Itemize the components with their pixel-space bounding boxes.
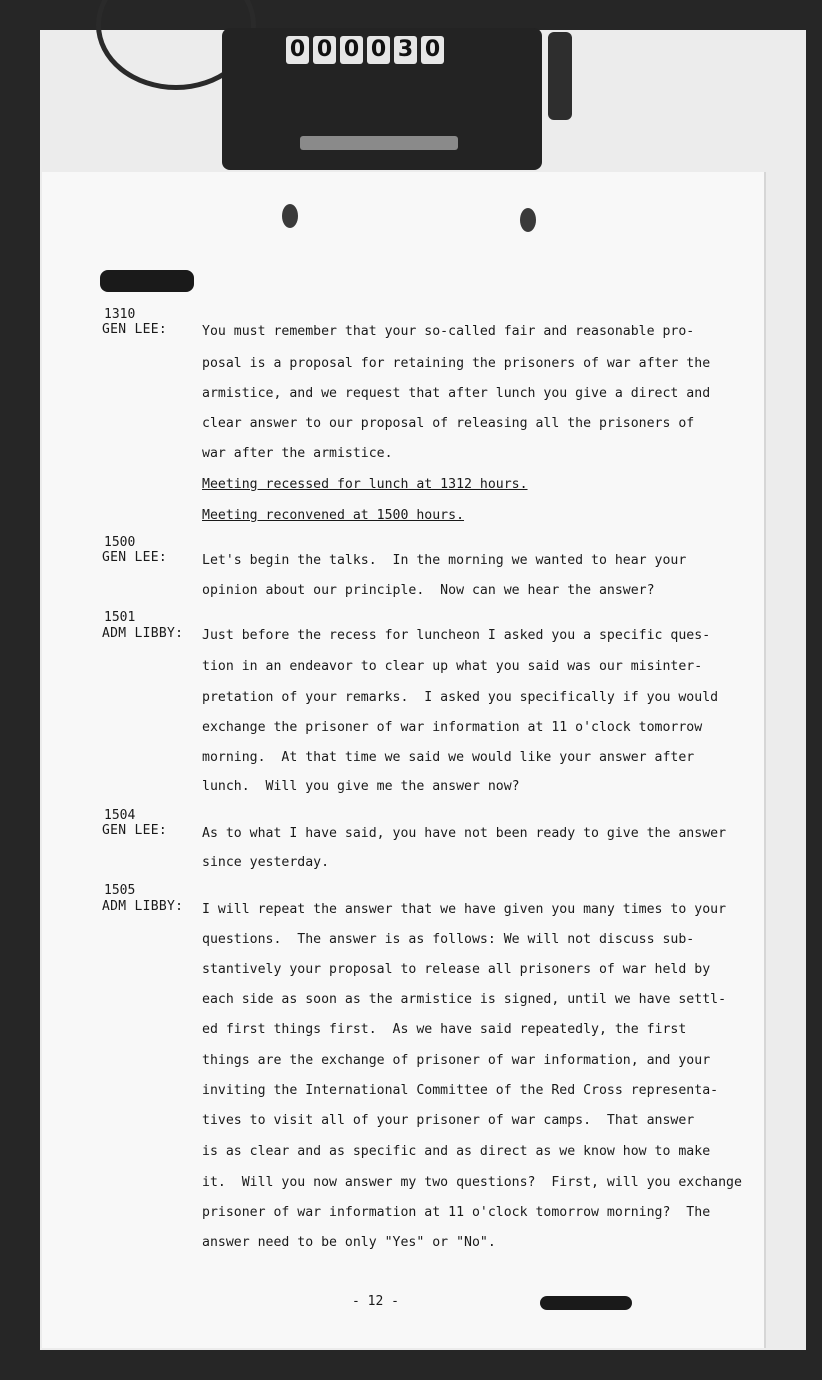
transcript-line: You must remember that your so-called fair and reasonable pro- <box>202 324 695 339</box>
transcript-line: morning. At that time we said we would like your answer after <box>202 750 695 765</box>
transcript-line: things are the exchange of prisoner of war information, and your <box>202 1053 711 1068</box>
transcript-line: answer need to be only "Yes" or "No". <box>202 1235 496 1250</box>
redaction-mark <box>100 270 194 292</box>
transcript-line: stantively your proposal to release all prisoners of war held by <box>202 962 711 977</box>
transcript-line: since yesterday. <box>202 855 330 870</box>
counter-digit: 0 <box>286 36 309 64</box>
transcript-line: tives to visit all of your prisoner of war camps. That answer <box>202 1113 695 1128</box>
counter-slot <box>300 136 458 150</box>
transcript-line: is as clear and as specific and as direct as we know how to make <box>202 1144 711 1159</box>
speaker-label: GEN LEE: <box>102 823 168 838</box>
transcript-line: exchange the prisoner of war information at 11 o'clock tomorrow <box>202 720 703 735</box>
transcript-line: pretation of your remarks. I asked you specifically if you would <box>202 690 719 705</box>
transcript-line: posal is a proposal for retaining the prisoners of war after the <box>202 356 711 371</box>
counter-digit: 0 <box>340 36 363 64</box>
redaction-mark <box>540 1296 632 1310</box>
speaker-label: ADM LIBBY: <box>102 626 184 641</box>
timestamp: 1501 <box>104 610 136 625</box>
transcript-line: ed first things first. As we have said repeatedly, the first <box>202 1022 687 1037</box>
reconvene-note: Meeting reconvened at 1500 hours. <box>202 508 465 523</box>
page-number: - 12 - <box>352 1294 399 1309</box>
counter-digit: 0 <box>421 36 444 64</box>
transcript-line: I will repeat the answer that we have given you many times to your <box>202 902 727 917</box>
transcript-line: armistice, and we request that after lunch you give a direct and <box>202 386 711 401</box>
transcript-line: war after the armistice. <box>202 446 393 461</box>
transcript-line: Just before the recess for luncheon I asked you a specific ques- <box>202 628 711 643</box>
transcript-line: Let's begin the talks. In the morning we wanted to hear your <box>202 553 687 568</box>
timestamp: 1500 <box>104 535 136 550</box>
speaker-label: ADM LIBBY: <box>102 899 184 914</box>
transcript-line: questions. The answer is as follows: We will not discuss sub- <box>202 932 695 947</box>
recess-note: Meeting recessed for lunch at 1312 hours. <box>202 477 528 492</box>
transcript-line: opinion about our principle. Now can we hear the answer? <box>202 583 655 598</box>
timestamp: 1504 <box>104 808 136 823</box>
punch-hole <box>282 204 298 228</box>
transcript-line: clear answer to our proposal of releasing all the prisoners of <box>202 416 695 431</box>
transcript-line: it. Will you now answer my two questions? First, will you exchange <box>202 1175 742 1190</box>
counter-digit: 0 <box>367 36 390 64</box>
speaker-label: GEN LEE: <box>102 550 168 565</box>
timestamp: 1310 <box>104 307 136 322</box>
transcript-line: As to what I have said, you have not been ready to give the answer <box>202 826 727 841</box>
speaker-label: GEN LEE: <box>102 322 168 337</box>
counter-digit: 0 <box>313 36 336 64</box>
transcript-line: prisoner of war information at 11 o'clock tomorrow morning? The <box>202 1205 711 1220</box>
counter-digits <box>286 36 444 64</box>
transcript-line: tion in an endeavor to clear up what you said was our misinter- <box>202 659 703 674</box>
transcript-line: lunch. Will you give me the answer now? <box>202 779 520 794</box>
punch-hole <box>520 208 536 232</box>
counter-knob <box>548 32 572 120</box>
transcript-line: each side as soon as the armistice is signed, until we have settl- <box>202 992 727 1007</box>
transcript-line: inviting the International Committee of the Red Cross representa- <box>202 1083 719 1098</box>
timestamp: 1505 <box>104 883 136 898</box>
counter-digit: 3 <box>394 36 417 64</box>
